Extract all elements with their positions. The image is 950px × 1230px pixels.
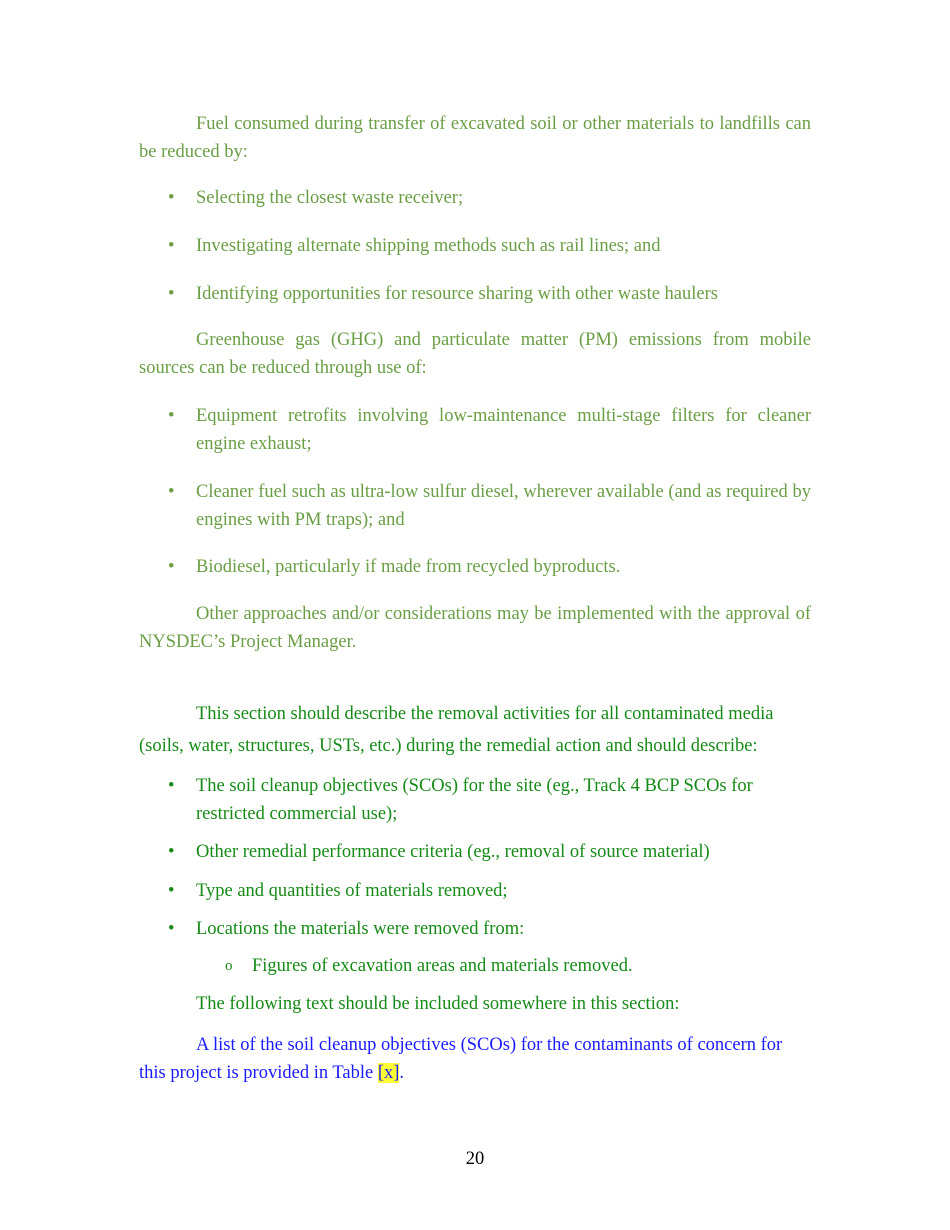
bullet-text: Other remedial performance criteria (eg., removal of source material) [196,842,710,862]
bullet-closest-receiver [168,184,811,212]
bullet-cleaner-fuel [168,478,811,534]
bullet-text: Locations the materials were removed from: [196,919,525,939]
paragraph-removal-activities: This section should describe the removal activities for all contaminated media (soils, water, structures, USTs, etc.) during the remedial action and should describe: [139,704,774,756]
bullet-text: Type and quantities of materials removed; [196,881,508,901]
bullet-shipping-methods [168,232,811,260]
bullet-materials-removed [168,877,796,905]
sub-bullet-text: Figures of excavation areas and materials removed. [252,956,633,976]
sco-table-text: A list of the soil cleanup objectives (SCOs) for the contaminants of concern for this project is provided in Table [139,1035,783,1083]
bullet-dot-icon: • [168,406,175,426]
bullet-text: Biodiesel, particularly if made from recycled byproducts. [196,557,621,577]
bullet-soil-cleanup-objectives [168,772,796,828]
bullet-removal-locations [168,915,796,943]
page-number: 20 [465,1149,485,1169]
bullet-equipment-retrofits [168,402,811,458]
bullet-dot-icon: • [168,881,175,901]
sub-bullet-circle-icon: o [225,958,233,974]
table-placeholder-highlight: [x] [377,1063,400,1083]
bullet-text: Equipment retrofits involving low-maintenance multi-stage filters for cleaner engine exhaust; [196,406,811,454]
bullet-dot-icon: • [168,188,175,208]
bullet-biodiesel [168,553,811,581]
paragraph-fuel-consumption: Fuel consumed during transfer of excavated soil or other materials to landfills can be reduced by: [139,114,811,162]
bullet-text: Cleaner fuel such as ultra-low sulfur diesel, wherever available (and as required by engines with PM traps); and [196,482,811,530]
bullet-resource-sharing [168,280,811,308]
bullet-text: Identifying opportunities for resource sharing with other waste haulers [196,284,718,304]
paragraph-ghg-emissions: Greenhouse gas (GHG) and particulate matter (PM) emissions from mobile sources can be reduced through use of: [139,330,811,378]
bullet-dot-icon: • [168,557,175,577]
period: . [399,1063,405,1083]
paragraph-following-text: The following text should be included somewhere in this section: [196,994,680,1014]
paragraph-sco-table-reference [139,1031,799,1087]
bullet-dot-icon: • [168,236,175,256]
bullet-text: Investigating alternate shipping methods such as rail lines; and [196,236,661,256]
bullet-dot-icon: • [168,919,175,939]
bullet-text: Selecting the closest waste receiver; [196,188,464,208]
bullet-dot-icon: • [168,842,175,862]
bullet-dot-icon: • [168,284,175,304]
bullet-performance-criteria [168,838,796,866]
sub-bullet-excavation-figures [225,952,792,980]
bullet-dot-icon: • [168,482,175,502]
paragraph-other-approaches: Other approaches and/or considerations may be implemented with the approval of NYSDEC’s Project Manager. [139,604,811,652]
bullet-text: The soil cleanup objectives (SCOs) for the site (eg., Track 4 BCP SCOs for restricted commercial use); [196,776,753,824]
bullet-dot-icon: • [168,776,175,796]
